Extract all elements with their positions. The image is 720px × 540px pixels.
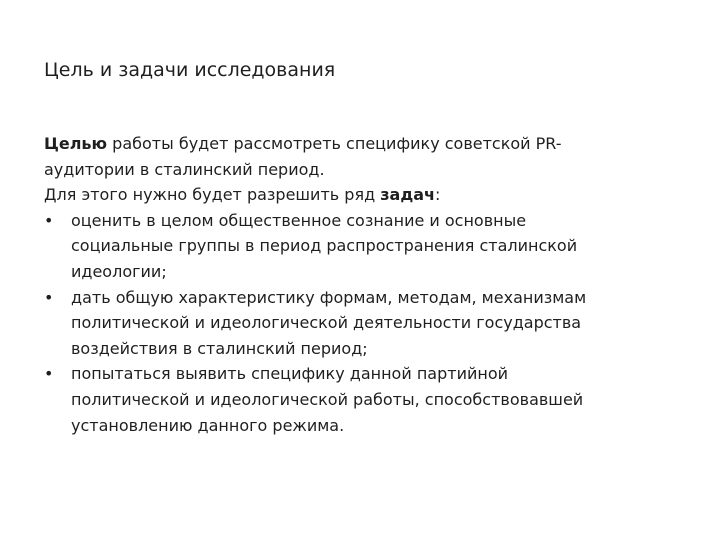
tasks-keyword: задач bbox=[380, 185, 436, 205]
task-item bbox=[44, 361, 654, 438]
task-item bbox=[44, 208, 654, 285]
slide-body bbox=[44, 131, 654, 438]
tasks-intro-colon: : bbox=[435, 185, 441, 205]
tasks-intro bbox=[44, 182, 654, 208]
tasks-intro-text: Для этого нужно будет разрешить ряд bbox=[44, 185, 381, 205]
task-1-line-2: социальные группы в период распространения сталинской bbox=[71, 236, 578, 256]
bullet-icon: • bbox=[44, 364, 54, 384]
task-1-line-3: идеологии; bbox=[71, 261, 167, 281]
task-item bbox=[44, 285, 654, 362]
goal-line-1 bbox=[44, 131, 654, 157]
task-2-line-1: дать общую характеристику формам, методам, механизмам bbox=[71, 287, 587, 307]
task-3-line-1: попытаться выявить специфику данной партийной bbox=[71, 364, 509, 384]
task-3-line-3: установлению данного режима. bbox=[71, 415, 345, 435]
goal-keyword: Целью bbox=[44, 134, 108, 153]
task-list bbox=[44, 208, 654, 438]
goal-line-1-text: работы будет рассмотреть специфику советской PR- bbox=[107, 134, 562, 153]
slide-title: Цель и задачи исследования bbox=[44, 59, 336, 81]
task-2-line-2: политической и идеологической деятельности государства bbox=[71, 313, 582, 333]
bullet-icon: • bbox=[44, 287, 54, 307]
goal-line-2: аудитории в сталинский период. bbox=[44, 159, 325, 179]
goal-paragraph bbox=[44, 131, 654, 182]
bullet-icon: • bbox=[44, 210, 54, 230]
task-2-line-3: воздействия в сталинский период; bbox=[71, 338, 368, 358]
task-3-line-2: политической и идеологической работы, способствовавшей bbox=[71, 389, 584, 409]
task-1-line-1: оценить в целом общественное сознание и основные bbox=[71, 210, 527, 230]
